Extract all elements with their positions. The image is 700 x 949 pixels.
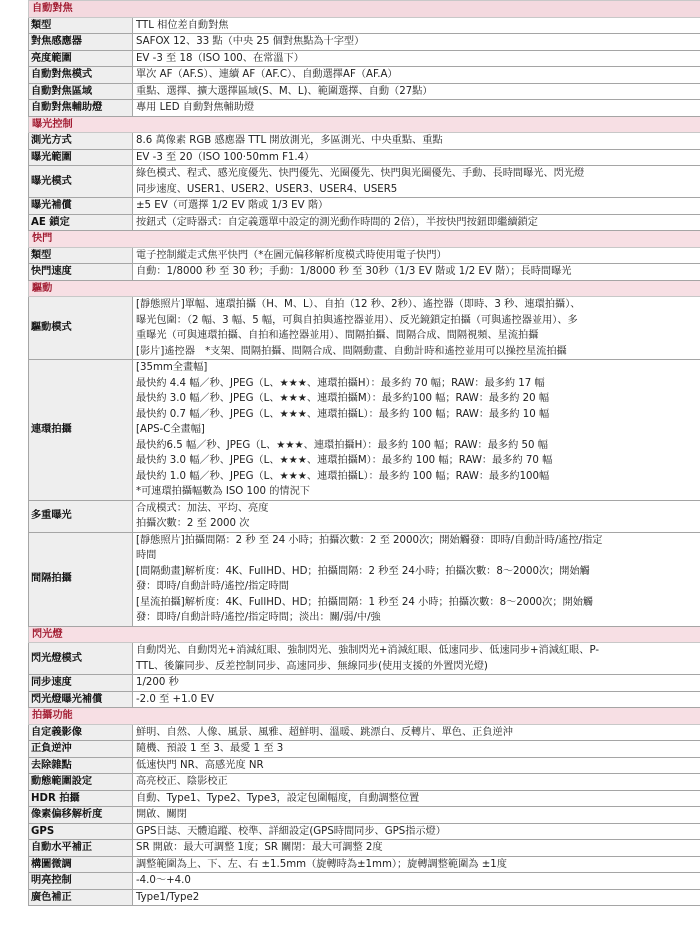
spec-value: [133, 856, 700, 873]
spec-value: [133, 214, 700, 231]
spec-value: [133, 83, 700, 100]
spec-label: 構圖微調: [29, 856, 133, 873]
spec-label: 去除雜點: [29, 757, 133, 774]
spec-value: [133, 264, 700, 281]
spec-row: [29, 100, 700, 117]
spec-value-line: 隨機、預設 1 至 3、最愛 1 至 3: [136, 743, 284, 754]
spec-row: [29, 17, 700, 34]
spec-row: [29, 889, 700, 906]
spec-value-line: 重點、選擇、擴大選擇區域(S、M、L)、範圍選擇、自動（27點）: [136, 85, 433, 97]
spec-label: 曝光補償: [29, 198, 133, 215]
spec-row: [29, 264, 700, 281]
section-header-row: [29, 708, 700, 725]
spec-row: [29, 500, 700, 532]
spec-value-line: *可連環拍攝幅數為 ISO 100 的情況下: [136, 486, 310, 497]
spec-value: [133, 247, 700, 264]
spec-row: [29, 133, 700, 150]
spec-label: 自動對焦區域: [29, 83, 133, 100]
spec-label: 動態範圍設定: [29, 774, 133, 791]
spec-value-line: TTL 相位差自動對焦: [136, 19, 229, 31]
spec-value: [133, 675, 700, 692]
spec-label: 類型: [29, 17, 133, 34]
spec-label: 測光方式: [29, 133, 133, 150]
spec-value-line: 開啟、關閉: [136, 809, 187, 820]
spec-value-line: 自動閃光、自動閃光+消減紅眼、強制閃光、強制閃光+消減紅眼、低速同步、低速同步+消減紅眼、P-: [136, 645, 600, 656]
spec-value: [133, 532, 700, 626]
section-header-row: [29, 280, 700, 297]
spec-row: [29, 741, 700, 758]
spec-table: [28, 0, 700, 906]
spec-row: [29, 149, 700, 166]
spec-label: 連環拍攝: [29, 360, 133, 501]
spec-label: 多重曝光: [29, 500, 133, 532]
spec-value: [133, 889, 700, 906]
spec-value-line: 最快約6.5 幅／秒、JPEG（L、★★★、連環拍攝H）：最多約 100 幅；RAW：最多約 50 幅: [136, 439, 548, 451]
spec-value: [133, 500, 700, 532]
section-title: 閃光燈: [29, 626, 700, 643]
spec-label: 閃光燈模式: [29, 643, 133, 675]
spec-value: [133, 133, 700, 150]
spec-label: 正負逆沖: [29, 741, 133, 758]
spec-row: [29, 774, 700, 791]
spec-value: [133, 297, 700, 360]
spec-value-line: 發：即時/自動計時/遙控/指定時間；淡出：關/弱/中/強: [136, 612, 381, 623]
spec-value-line: 最快約 0.7 幅／秒、JPEG（L、★★★、連環拍攝L）：最多約 100 幅；RAW：最多約 10 幅: [136, 408, 550, 420]
spec-value-line: 曝光包圍：（2 幅、3 幅、5 幅，可與自拍與遙控器並用）、反光鏡鎖定拍攝（可與遙控器並用）、多: [136, 314, 578, 326]
spec-value: [133, 50, 700, 67]
section-header-row: [29, 231, 700, 248]
spec-row: [29, 873, 700, 890]
spec-row: [29, 757, 700, 774]
spec-row: [29, 840, 700, 857]
spec-value-line: 自動：1/8000 秒 至 30 秒；手動：1/8000 秒 至 30秒（1/3 EV 階或 1/2 EV 階）；長時間曝光: [136, 266, 572, 277]
spec-value-line: 按鈕式（定時器式：自定義選單中設定的測光動作時間的 2倍），半按快門按鈕即繼續鎖定: [136, 216, 538, 228]
spec-value-line: -2.0 至 +1.0 EV: [136, 693, 214, 705]
spec-value-line: 重曝光（可與連環拍攝、自拍和遙控器並用）、間隔拍攝、間隔合成、間隔視頻、星流拍攝: [136, 330, 539, 341]
spec-value: [133, 823, 700, 840]
section-title: 快門: [29, 231, 700, 248]
spec-row: [29, 790, 700, 807]
spec-value: [133, 807, 700, 824]
spec-value: [133, 67, 700, 84]
spec-row: [29, 198, 700, 215]
spec-row: [29, 691, 700, 708]
spec-value-line: 拍攝次數：2 至 2000 次: [136, 518, 250, 529]
spec-value-line: EV -3 至 20（ISO 100·50mm F1.4）: [136, 151, 315, 163]
spec-label: 快門速度: [29, 264, 133, 281]
spec-label: AE 鎖定: [29, 214, 133, 231]
spec-value: [133, 741, 700, 758]
spec-value-line: 最快約 3.0 幅／秒、JPEG（L、★★★、連環拍攝M）：最多約100 幅；RAW：最多約 20 幅: [136, 393, 550, 404]
spec-value-line: -4.0～+4.0: [136, 875, 191, 886]
spec-value-line: 8.6 萬像素 RGB 感應器 TTL 開放測光，多區測光、中央重點、重點: [136, 135, 443, 146]
spec-table-body: [29, 1, 700, 906]
spec-label: 曝光模式: [29, 166, 133, 198]
spec-value-line: 電子控制縱走式焦平快門（*在圖元偏移解析度模式時使用電子快門）: [136, 249, 447, 261]
spec-row: [29, 50, 700, 67]
spec-value-line: 低速快門 NR、高感光度 NR: [136, 759, 264, 771]
spec-value-line: [APS-C全畫幅]: [136, 424, 205, 435]
spec-value-line: 1/200 秒: [136, 677, 179, 688]
spec-value-line: 專用 LED 自動對焦輔助燈: [136, 102, 255, 113]
spec-label: 像素偏移解析度: [29, 807, 133, 824]
spec-label: 明亮控制: [29, 873, 133, 890]
spec-value-line: 時間: [136, 550, 157, 561]
spec-value-line: GPS日誌、天體追蹤、校準、詳細設定(GPS時間同步、GPS指示燈）: [136, 825, 446, 837]
spec-label: HDR 拍攝: [29, 790, 133, 807]
spec-row: [29, 807, 700, 824]
spec-value: [133, 643, 700, 675]
spec-row: [29, 297, 700, 360]
spec-row: [29, 532, 700, 626]
spec-label: 自動水平補正: [29, 840, 133, 857]
spec-value-line: 最快約 4.4 幅／秒、JPEG（L、★★★、連環拍攝H）：最多約 70 幅；RAW：最多約 17 幅: [136, 377, 545, 389]
spec-row: [29, 856, 700, 873]
spec-value-line: SAFOX 12、33 點（中央 25 個對焦點為十字型）: [136, 36, 365, 47]
section-header-row: [29, 626, 700, 643]
spec-label: 廣色補正: [29, 889, 133, 906]
spec-label: 同步速度: [29, 675, 133, 692]
spec-value-line: Type1/Type2: [136, 891, 200, 903]
spec-value-line: 發：即時/自動計時/遙控/指定時間: [136, 581, 289, 592]
spec-value-line: 自動、Type1、Type2、Type3，設定包圍幅度，自動調整位置: [136, 792, 420, 804]
spec-value: [133, 840, 700, 857]
spec-label: 對焦感應器: [29, 34, 133, 51]
spec-value: [133, 757, 700, 774]
spec-value: [133, 198, 700, 215]
spec-value-line: 合成模式：加法、平均、亮度: [136, 502, 269, 514]
spec-value: [133, 790, 700, 807]
spec-value-line: 高亮校正、陰影校正: [136, 776, 228, 787]
spec-label: 驅動模式: [29, 297, 133, 360]
spec-row: [29, 247, 700, 264]
spec-row: [29, 34, 700, 51]
spec-value-line: 單次 AF（AF.S）、連續 AF（AF.C）、自動選擇AF（AF.A）: [136, 69, 398, 80]
spec-value-line: 綠色模式、程式、感光度優先、快門優先、光圈優先、快門與光圈優先、手動、長時間曝光、閃光燈: [136, 168, 585, 179]
spec-label: 閃光燈曝光補償: [29, 691, 133, 708]
spec-value-line: [星流拍攝]解析度：4K、FullHD、HD；拍攝間隔：1 秒至 24 小時；拍攝次數：8～2000次；開始觸: [136, 596, 594, 608]
spec-value-line: 同步速度、USER1、USER2、USER3、USER4、USER5: [136, 183, 398, 195]
spec-row: [29, 724, 700, 741]
spec-label: 間隔拍攝: [29, 532, 133, 626]
spec-row: [29, 643, 700, 675]
spec-value: [133, 17, 700, 34]
spec-value-line: [靜態照片]拍攝間隔：2 秒 至 24 小時；拍攝次數：2 至 2000次；開始觸發：即時/自動計時/遙控/指定: [136, 534, 603, 546]
spec-label: 類型: [29, 247, 133, 264]
spec-value: [133, 873, 700, 890]
spec-label: 自動對焦輔助燈: [29, 100, 133, 117]
spec-row: [29, 675, 700, 692]
spec-row: [29, 360, 700, 501]
spec-value-line: [35mm全畫幅]: [136, 362, 208, 373]
spec-label: 自定義影像: [29, 724, 133, 741]
spec-label: 亮度範圍: [29, 50, 133, 67]
section-header-row: [29, 116, 700, 133]
section-title: 驅動: [29, 280, 700, 297]
spec-row: [29, 214, 700, 231]
spec-value: [133, 34, 700, 51]
spec-value: [133, 724, 700, 741]
spec-value-line: ±5 EV（可選擇 1/2 EV 階或 1/3 EV 階）: [136, 200, 329, 211]
spec-row: [29, 67, 700, 84]
spec-value: [133, 149, 700, 166]
spec-value: [133, 100, 700, 117]
spec-value-line: 最快約 1.0 幅／秒、JPEG（L、★★★、連環拍攝L）：最多約 100 幅；RAW：最多約100幅: [136, 470, 550, 482]
section-title: 拍攝功能: [29, 708, 700, 725]
spec-value-line: EV -3 至 18（ISO 100、在常溫下）: [136, 52, 304, 64]
section-title: 曝光控制: [29, 116, 700, 133]
spec-value: [133, 166, 700, 198]
spec-value-line: [靜態照片]單幅、連環拍攝（H、M、L）、自拍（12 秒、2秒）、遙控器（即時、3 秒、連環拍攝）、: [136, 299, 581, 310]
spec-row: [29, 823, 700, 840]
spec-value-line: SR 開啟：最大可調整 1度；SR 關閉：最大可調整 2度: [136, 842, 383, 853]
spec-value-line: TTL、後簾同步、反差控制同步、高速同步、無線同步(使用支援的外置閃光燈): [136, 660, 488, 672]
spec-row: [29, 83, 700, 100]
spec-label: GPS: [29, 823, 133, 840]
spec-value: [133, 360, 700, 501]
spec-value-line: [間隔動畫]解析度：4K、FullHD、HD；拍攝間隔：2 秒至 24小時；拍攝次數：8～2000次；開始觸: [136, 565, 590, 577]
spec-label: 曝光範圍: [29, 149, 133, 166]
spec-value-line: 最快約 3.0 幅／秒、JPEG（L、★★★、連環拍攝M）：最多約 100 幅；RAW：最多約 70 幅: [136, 455, 553, 466]
section-title: 自動對焦: [29, 1, 700, 18]
section-header-row: [29, 1, 700, 18]
spec-value: [133, 691, 700, 708]
spec-row: [29, 166, 700, 198]
spec-value-line: 鮮明、自然、人像、風景、風雅、超鮮明、溫暖、跳漂白、反轉片、單色、正負逆沖: [136, 726, 513, 738]
spec-value-line: [影片]遙控器 *支架、間隔拍攝、間隔合成、間隔動畫、自動計時和遙控並用可以操控星流拍攝: [136, 345, 567, 357]
spec-value-line: 調整範圍為上、下、左、右 ±1.5mm（旋轉時為±1mm）；旋轉調整範圍為 ±1度: [136, 858, 507, 870]
spec-value: [133, 774, 700, 791]
spec-label: 自動對焦模式: [29, 67, 133, 84]
